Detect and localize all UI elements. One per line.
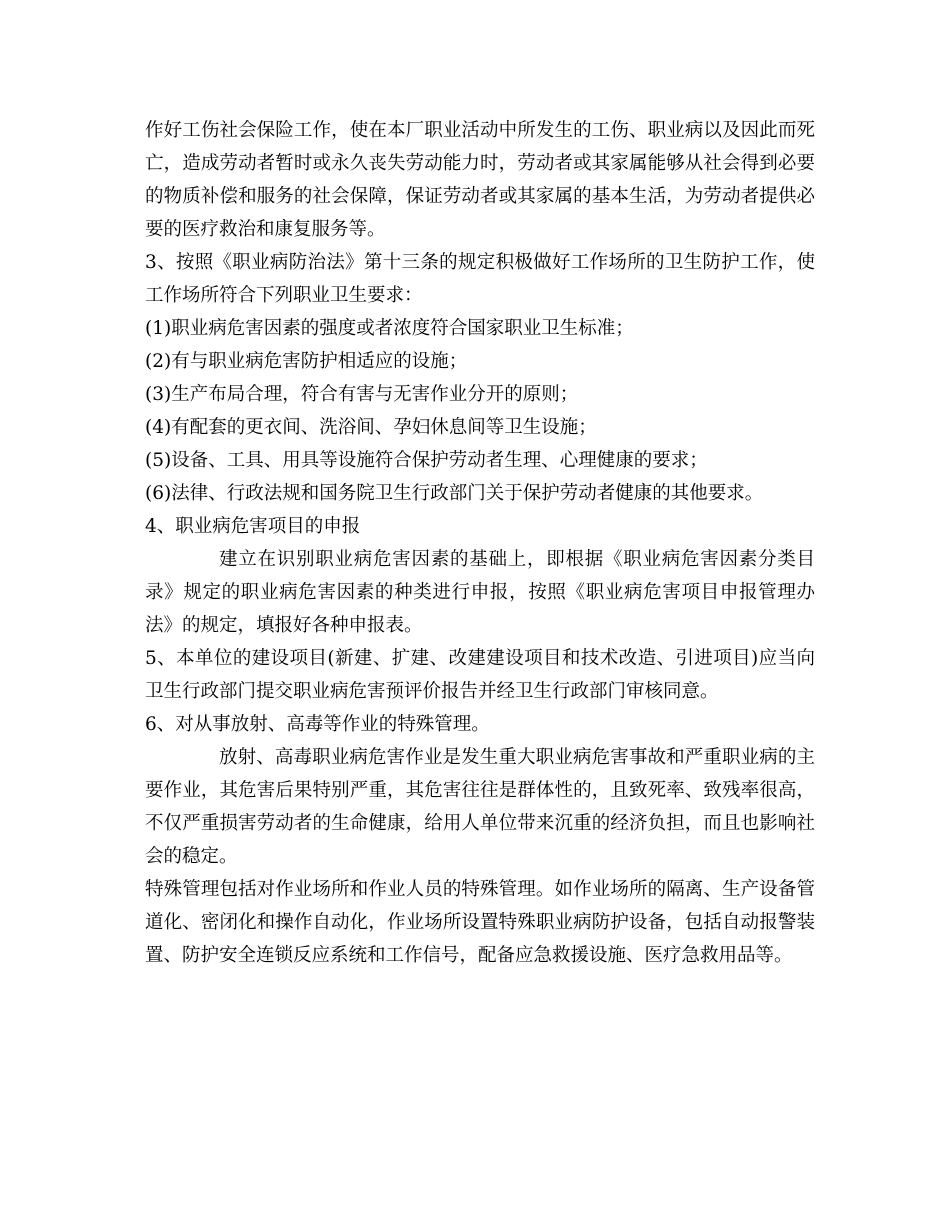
- paragraph-section-3: 3、按照《职业病防治法》第十三条的规定积极做好工作场所的卫生防护工作，使工作场所符合下列职业卫生要求：: [145, 252, 815, 306]
- list-item-5: (5)设备、工具、用具等设施符合保护劳动者生理、心理健康的要求；: [145, 450, 708, 471]
- document-body: [145, 114, 815, 972]
- paragraph-section-5: 5、本单位的建设项目(新建、扩建、改建建设项目和技术改造、引进项目)应当向卫生行政部门提交职业病危害预评价报告并经卫生行政部门审核同意。: [145, 648, 815, 702]
- paragraph-special-management: 特殊管理包括对作业场所和作业人员的特殊管理。如作业场所的隔离、生产设备管道化、密闭化和操作自动化，作业场所设置特殊职业病防护设备，包括自动报警装置、防护安全连锁反应系统和工作信号，配备应急救援设施、医疗急救用品等。: [145, 879, 815, 966]
- paragraph-declaration: 建立在识别职业病危害因素的基础上，即根据《职业病危害因素分类目录》规定的职业病危害因素的种类进行申报，按照《职业病危害项目申报管理办法》的规定，填报好各种申报表。: [145, 549, 815, 636]
- section-heading-6: 6、对从事放射、高毒等作业的特殊管理。: [145, 714, 490, 735]
- paragraph-insurance: 作好工伤社会保险工作，使在本厂职业活动中所发生的工伤、职业病以及因此而死亡，造成劳动者暂时或永久丧失劳动能力时，劳动者或其家属能够从社会得到必要的物质补偿和服务的社会保障，保证劳动者或其家属的基本生活，为劳动者提供必要的医疗救治和康复服务等。: [145, 120, 815, 240]
- list-item-2: (2)有与职业病危害防护相适应的设施；: [145, 351, 468, 372]
- section-heading-4: 4、职业病危害项目的申报: [145, 516, 361, 537]
- list-item-1: (1)职业病危害因素的强度或者浓度符合国家职业卫生标准；: [145, 318, 634, 339]
- list-item-4: (4)有配套的更衣间、洗浴间、孕妇休息间等卫生设施；: [145, 417, 597, 438]
- paragraph-radiation-hazard: 放射、高毒职业病危害作业是发生重大职业病危害事故和严重职业病的主要作业，其危害后果特别严重，其危害往往是群体性的，且致死率、致残率很高，不仅严重损害劳动者的生命健康，给用人单位带来沉重的经济负担，而且也影响社会的稳定。: [145, 747, 815, 867]
- list-item-6: (6)法律、行政法规和国务院卫生行政部门关于保护劳动者健康的其他要求。: [145, 483, 764, 504]
- list-item-3: (3)生产布局合理，符合有害与无害作业分开的原则；: [145, 384, 579, 405]
